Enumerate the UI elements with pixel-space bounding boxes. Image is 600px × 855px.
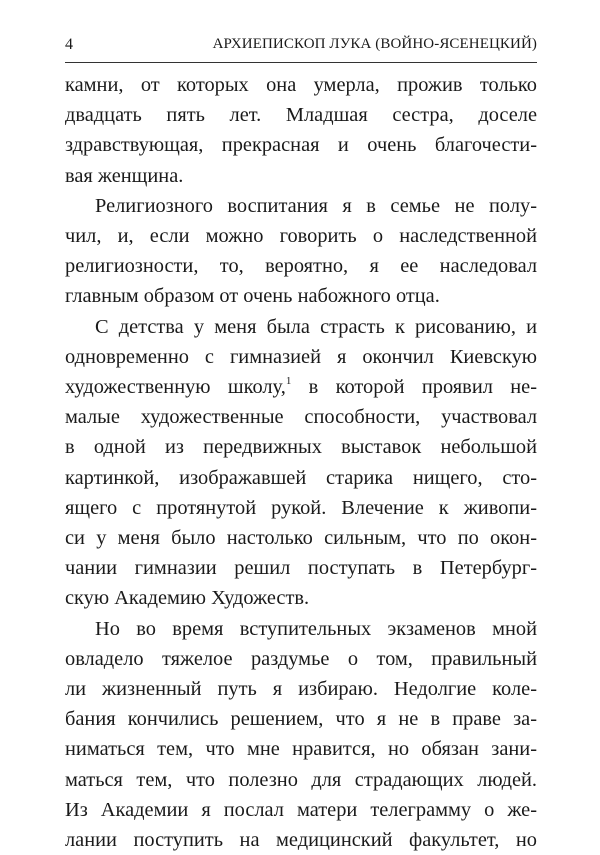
text-line: в одной из передвижных выставок небольшой [65, 436, 537, 459]
footnote-marker[interactable]: 1 [285, 375, 292, 388]
paragraph [65, 614, 537, 855]
text-line: Религиозного воспитания я в семье не полу- [95, 194, 537, 217]
text-line: лании поступить на медицинский факультет, но [65, 829, 537, 852]
text-line: главным образом от очень набожного отца. [65, 285, 440, 308]
paragraph [65, 312, 537, 614]
running-header [65, 36, 537, 60]
header-rule [65, 62, 537, 63]
text-line: ли жизненный путь я избираю. Недолгие коле- [65, 678, 537, 701]
text-line: маться тем, что полезно для страдающих людей. [65, 768, 537, 791]
text-line: Но во время вступительных экзаменов мной [95, 617, 537, 640]
text-line: картинкой, изображавшей старика нищего, сто- [65, 466, 537, 489]
paragraph [65, 191, 537, 312]
page-number: 4 [65, 36, 73, 53]
text-line: вая женщина. [65, 164, 184, 187]
running-title: АРХИЕПИСКОП ЛУКА (ВОЙНО-ЯСЕНЕЦКИЙ) [212, 36, 537, 52]
text-line: камни, от которых она умерла, прожив только [65, 74, 537, 96]
text-line: си у меня было настолько сильным, что по окон- [65, 527, 537, 550]
text-line: чании гимназии решил поступать в Петербург- [65, 557, 537, 580]
text-line: скую Академию Художеств. [65, 587, 310, 610]
paragraph [65, 70, 537, 191]
text-fragment: художественную школу, [65, 376, 286, 399]
text-line: ящего с протянутой рукой. Влечение к живопи- [65, 496, 537, 519]
text-line: бания кончились решением, что я не в праве за- [65, 708, 537, 731]
text-line-with-footnote [65, 372, 537, 402]
text-line: овладело тяжелое раздумье о том, правильный [65, 647, 537, 670]
text-line: здравствующая, прекрасная и очень благочести- [65, 134, 537, 157]
text-line: одновременно с гимназией я окончил Киевскую [65, 345, 537, 368]
text-line: чил, и, если можно говорить о наследственной [65, 225, 537, 248]
body-text [65, 70, 537, 855]
text-fragment: в которой проявил не- [291, 376, 537, 399]
text-line: религиозности, то, вероятно, я ее наследовал [65, 255, 537, 278]
text-line: малые художественные способности, участвовал [65, 406, 537, 429]
text-line: ниматься тем, что мне нравится, но обязан зани- [65, 738, 537, 761]
text-line: С детства у меня была страсть к рисованию, и [95, 315, 537, 338]
text-line: Из Академии я послал матери телеграмму о же- [65, 798, 537, 821]
text-line: двадцать пять лет. Младшая сестра, доселе [65, 104, 537, 127]
